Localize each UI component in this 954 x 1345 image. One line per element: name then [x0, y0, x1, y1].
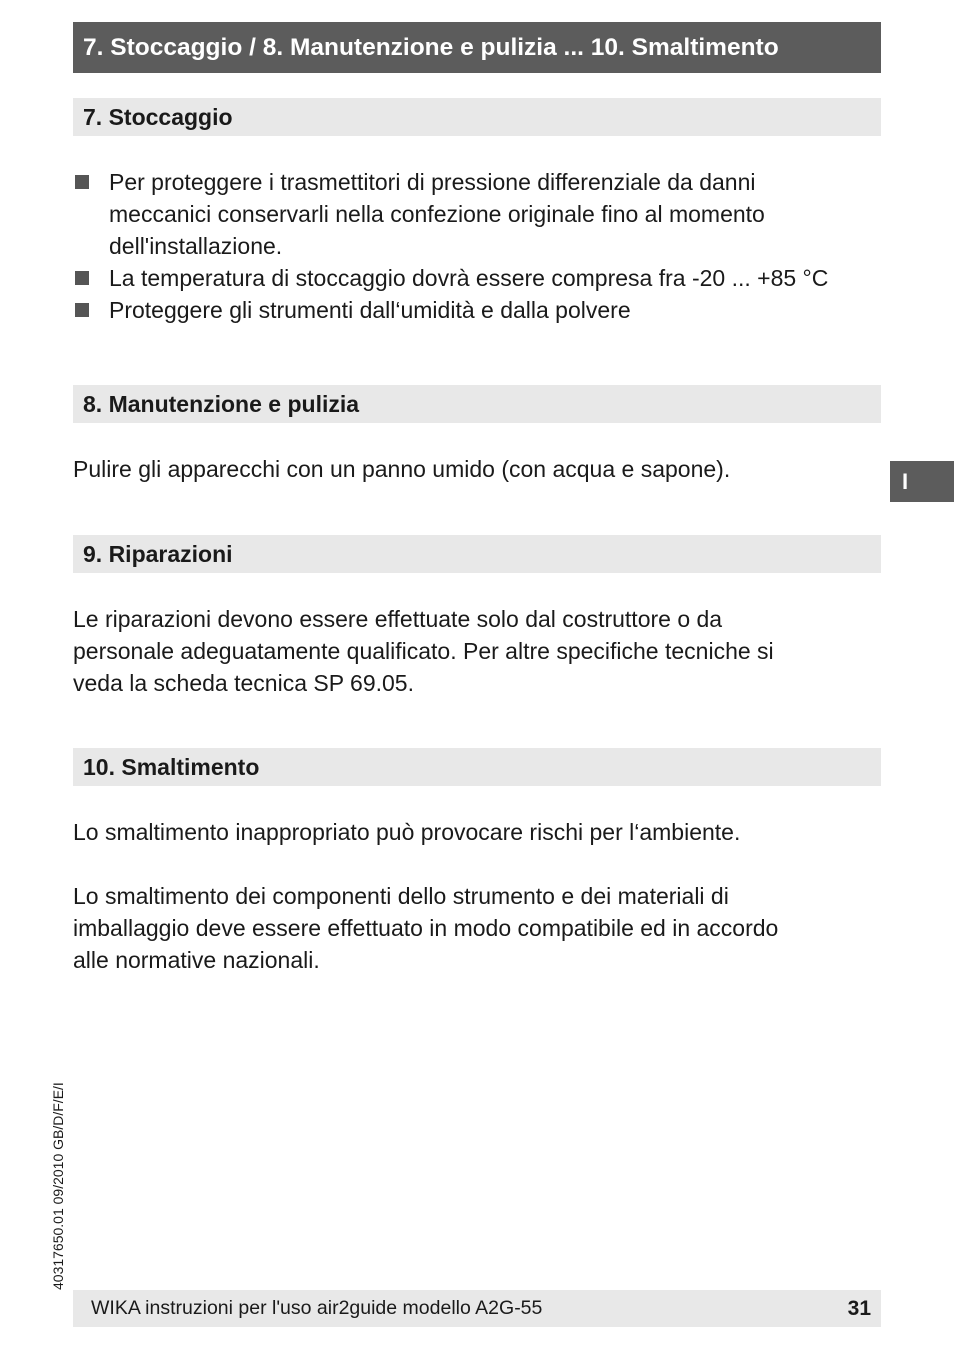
text-line: imballaggio deve essere effettuato in modo compatibile ed in accordo — [73, 915, 779, 941]
text-line: alle normative nazionali. — [73, 947, 320, 973]
bullet-text-line: dell'installazione. — [109, 233, 283, 259]
disposal-text — [73, 880, 881, 976]
bullet-text-line: meccanici conservarli nella confezione originale fino al momento — [109, 201, 765, 227]
document-code: 40317650.01 09/2010 GB/D/F/E/I — [50, 1082, 66, 1290]
footer-text: WIKA instruzioni per l'uso air2guide modello A2G-55 — [91, 1297, 543, 1319]
section-heading-storage: 7. Stoccaggio — [73, 98, 881, 136]
page-footer — [73, 1290, 881, 1327]
text-line: veda la scheda tecnica SP 69.05. — [73, 670, 414, 696]
bullet-square-icon — [75, 303, 89, 317]
section-heading-maintenance: 8. Manutenzione e pulizia — [73, 385, 881, 423]
section-heading-disposal: 10. Smaltimento — [73, 748, 881, 786]
list-item — [73, 294, 888, 326]
list-item — [73, 166, 888, 262]
disposal-warning-text: Lo smaltimento inappropriato può provocare rischi per l‘ambiente. — [73, 819, 741, 845]
text-line: Lo smaltimento dei componenti dello strumento e dei materiali di — [73, 883, 729, 909]
bullet-text-line: Per proteggere i trasmettitori di pressione differenziale da danni — [109, 169, 756, 195]
bullet-text: Proteggere gli strumenti dall‘umidità e dalla polvere — [109, 297, 631, 323]
bullet-text: La temperatura di stoccaggio dovrà essere compresa fra -20 ... +85 °C — [109, 265, 829, 291]
bullet-square-icon — [75, 271, 89, 285]
bullet-square-icon — [75, 175, 89, 189]
maintenance-text: Pulire gli apparecchi con un panno umido (con acqua e sapone). — [73, 456, 731, 482]
section-heading-repairs: 9. Riparazioni — [73, 535, 881, 573]
repairs-text — [73, 603, 881, 699]
page-title: 7. Stoccaggio / 8. Manutenzione e pulizia ... 10. Smaltimento — [73, 22, 881, 73]
storage-bullet-list — [73, 166, 888, 326]
text-line: Le riparazioni devono essere effettuate solo dal costruttore o da — [73, 606, 723, 632]
text-line: personale adeguatamente qualificato. Per altre specifiche tecniche si — [73, 638, 774, 664]
page-number: 31 — [847, 1297, 871, 1320]
list-item — [73, 262, 888, 294]
language-tab: I — [890, 461, 954, 502]
